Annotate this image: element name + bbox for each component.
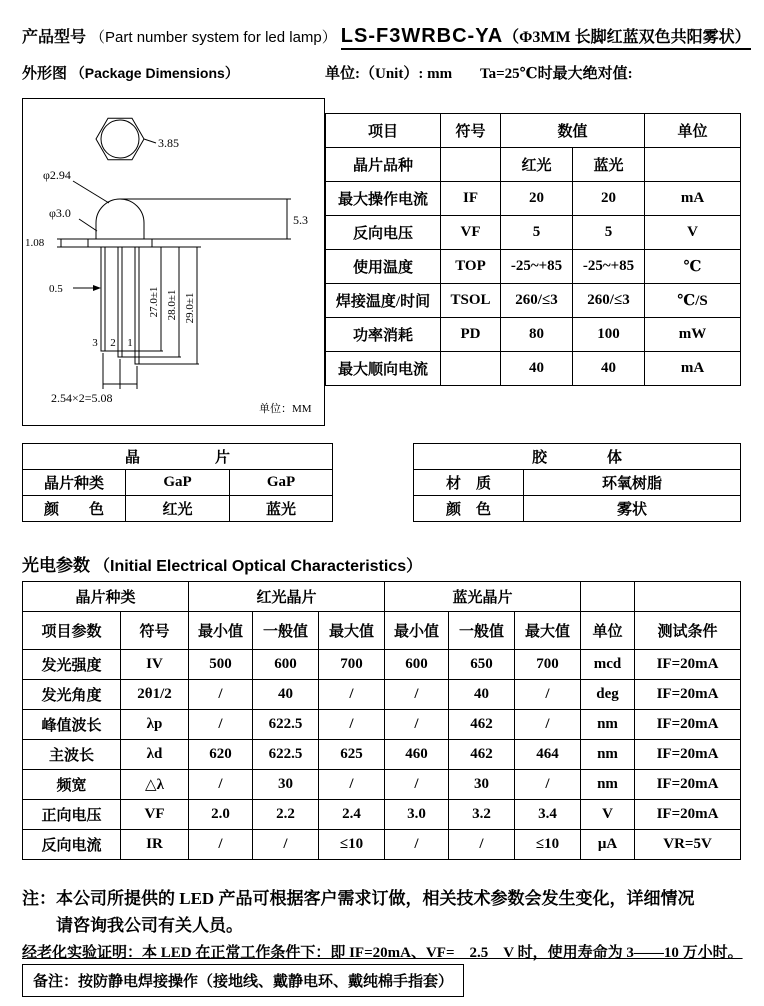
cell-item: 发光强度 xyxy=(23,650,121,680)
cell-symbol: △λ xyxy=(121,770,189,800)
cell-red-min: 500 xyxy=(189,650,253,680)
cell-unit: nm xyxy=(581,770,635,800)
cell-red-typ: 600 xyxy=(253,650,319,680)
cell-red: 40 xyxy=(501,352,573,386)
cell-blue-typ: 650 xyxy=(449,650,515,680)
title-prefix: 产品型号 xyxy=(22,29,87,46)
cell-blue-min: / xyxy=(385,770,449,800)
led-dome xyxy=(96,199,144,223)
cell-blue-typ: 30 xyxy=(449,770,515,800)
cell-blue: 100 xyxy=(573,318,645,352)
note-line-1: 注：本公司所提供的 LED 产品可根据客户需求订做，相关技术参数会发生变化，详细情况 xyxy=(22,889,695,908)
part-description: （Φ3MM 长脚红蓝双色共阳雾状） xyxy=(503,29,751,46)
table-row xyxy=(23,740,741,770)
cell-red: 80 xyxy=(501,318,573,352)
cell-item: 正向电压 xyxy=(23,800,121,830)
dim-lead-length-mid: 28.0±1 xyxy=(166,289,178,321)
cell-blue-min: / xyxy=(385,710,449,740)
ratings-col-value: 数值 xyxy=(501,114,645,148)
cell-item: 主波长 xyxy=(23,740,121,770)
optical-col-min: 最小值 xyxy=(385,612,449,650)
table-row xyxy=(23,680,741,710)
cell-item: 使用温度 xyxy=(326,250,441,284)
cell-condition: IF=20mA xyxy=(635,740,741,770)
cell-red-typ: / xyxy=(253,830,319,860)
remark-box: 备注：按防静电焊接操作（接地线、戴静电环、戴纯棉手指套） xyxy=(22,964,464,997)
cell-unit: mcd xyxy=(581,650,635,680)
table-row xyxy=(23,496,333,522)
cell-blue-typ: 3.2 xyxy=(449,800,515,830)
cell-red-min: 620 xyxy=(189,740,253,770)
cell-value: 雾状 xyxy=(524,496,741,522)
table-row xyxy=(23,800,741,830)
lead-1 xyxy=(135,247,139,364)
cell-unit: mA xyxy=(645,352,741,386)
cell-red-max: 625 xyxy=(319,740,385,770)
cell-blue-max: / xyxy=(515,770,581,800)
cell-blue-max: / xyxy=(515,710,581,740)
chip-table xyxy=(22,443,333,522)
cell-red-min: / xyxy=(189,830,253,860)
led-flange xyxy=(88,239,152,247)
lead-2 xyxy=(118,247,122,357)
cell-unit: nm xyxy=(581,710,635,740)
cell-symbol: VF xyxy=(121,800,189,830)
cell-condition: IF=20mA xyxy=(635,680,741,710)
pin-3-label: 3 xyxy=(92,337,98,349)
dim-dome-height: 5.3 xyxy=(293,213,308,227)
optical-heading-cjk: 光电参数 xyxy=(22,556,90,575)
cell-red: 红光 xyxy=(501,148,573,182)
cell-symbol: IF xyxy=(441,182,501,216)
cell-red-max: / xyxy=(319,680,385,710)
cell-blue-max: ≤10 xyxy=(515,830,581,860)
table-header-row xyxy=(23,444,333,470)
cell-red-chip: GaP xyxy=(126,470,230,496)
dim-dome-dia: φ2.94 xyxy=(43,168,71,182)
cell-symbol: VF xyxy=(441,216,501,250)
optical-col-typ: 一般值 xyxy=(253,612,319,650)
cell-blue-chip: GaP xyxy=(230,470,333,496)
table-row xyxy=(414,496,741,522)
table-row xyxy=(23,470,333,496)
table-row xyxy=(326,182,741,216)
cell-symbol: λd xyxy=(121,740,189,770)
cell-unit: V xyxy=(645,216,741,250)
cell-condition: VR=5V xyxy=(635,830,741,860)
title-en: （Part number system for led lamp） xyxy=(90,29,337,46)
table-row xyxy=(326,318,741,352)
cell-blue: 蓝光 xyxy=(573,148,645,182)
cell-red-max: / xyxy=(319,770,385,800)
note-line-2: 请咨询我公司有关人员。 xyxy=(56,916,243,935)
cell-red-max: 2.4 xyxy=(319,800,385,830)
cell-unit: μA xyxy=(581,830,635,860)
encap-table-title: 胶 体 xyxy=(414,444,741,470)
cell-blue-max: 700 xyxy=(515,650,581,680)
cell-symbol xyxy=(441,148,501,182)
pin-1-label: 1 xyxy=(127,337,133,349)
cell-unit: nm xyxy=(581,740,635,770)
cell-blue-max: / xyxy=(515,680,581,710)
ratings-col-unit: 单位 xyxy=(645,114,741,148)
cell-condition: IF=20mA xyxy=(635,770,741,800)
group-blank-condition xyxy=(635,582,741,612)
ta-max-label: Ta=25℃时最大绝对值: xyxy=(480,66,633,82)
cell-symbol: λp xyxy=(121,710,189,740)
cell-symbol: IV xyxy=(121,650,189,680)
cell-red-max: ≤10 xyxy=(319,830,385,860)
cell-unit: V xyxy=(581,800,635,830)
cell-unit: ℃/S xyxy=(645,284,741,318)
optical-col-symbol: 符号 xyxy=(121,612,189,650)
cell-red-typ: 2.2 xyxy=(253,800,319,830)
cell-item: 最大顺向电流 xyxy=(326,352,441,386)
led-dimension-drawing xyxy=(23,99,324,425)
table-group-header-row xyxy=(23,582,741,612)
table-row xyxy=(23,830,741,860)
cell-red: 260/≤3 xyxy=(501,284,573,318)
group-blank-unit xyxy=(581,582,635,612)
dim-flange-height: 1.08 xyxy=(25,237,45,249)
cell-blue-max: 3.4 xyxy=(515,800,581,830)
cell-blue: -25~+85 xyxy=(573,250,645,284)
package-label-cjk: 外形图 xyxy=(22,66,68,82)
cell-red-min: / xyxy=(189,680,253,710)
cell-blue-typ: 40 xyxy=(449,680,515,710)
cell-item: 频宽 xyxy=(23,770,121,800)
cell-red-typ: 622.5 xyxy=(253,710,319,740)
cell-red-typ: 40 xyxy=(253,680,319,710)
cell-unit: ℃ xyxy=(645,250,741,284)
group-blue-chip: 蓝光晶片 xyxy=(385,582,581,612)
cell-symbol: IR xyxy=(121,830,189,860)
optical-col-max: 最大值 xyxy=(319,612,385,650)
optical-col-max: 最大值 xyxy=(515,612,581,650)
cell-item: 焊接温度/时间 xyxy=(326,284,441,318)
cell-red-typ: 30 xyxy=(253,770,319,800)
optical-col-condition: 测试条件 xyxy=(635,612,741,650)
aging-test-note: 经老化实验证明：本 LED 在正常工作条件下：即 IF=20mA、VF= 2.5 V 时，使用寿命为 3——10 万小时。 xyxy=(22,945,743,961)
group-red-chip: 红光晶片 xyxy=(189,582,385,612)
package-drawing xyxy=(22,98,325,426)
cell-item: 反向电压 xyxy=(326,216,441,250)
dim-body-dia: φ3.0 xyxy=(49,206,71,220)
optical-col-typ: 一般值 xyxy=(449,612,515,650)
table-row xyxy=(326,216,741,250)
pin-2-label: 2 xyxy=(110,337,116,349)
cell-unit: mA xyxy=(645,182,741,216)
optical-col-min: 最小值 xyxy=(189,612,253,650)
cell-symbol: 2θ1/2 xyxy=(121,680,189,710)
ratings-col-item: 项目 xyxy=(326,114,441,148)
encapsulation-table xyxy=(413,443,741,522)
cell-item: 功率消耗 xyxy=(326,318,441,352)
cell-red-typ: 622.5 xyxy=(253,740,319,770)
cell-blue: 20 xyxy=(573,182,645,216)
dim-lead-length-long: 29.0±1 xyxy=(184,292,196,324)
cell-blue-max: 464 xyxy=(515,740,581,770)
cell-label: 材 质 xyxy=(414,470,524,496)
table-row xyxy=(326,352,741,386)
optical-heading-en: （Initial Electrical Optical Characteristics） xyxy=(94,558,423,575)
table-row xyxy=(23,710,741,740)
cell-label: 颜 色 xyxy=(414,496,524,522)
table-row xyxy=(23,650,741,680)
cell-item: 峰值波长 xyxy=(23,710,121,740)
lens-circle-top-view xyxy=(101,120,139,158)
cell-symbol: PD xyxy=(441,318,501,352)
optical-section-heading xyxy=(22,551,422,576)
table-row xyxy=(414,470,741,496)
document-title xyxy=(22,24,751,48)
cell-blue: 5 xyxy=(573,216,645,250)
cell-value: 环氧树脂 xyxy=(524,470,741,496)
table-row xyxy=(326,284,741,318)
subheader xyxy=(22,62,746,84)
cell-blue-min: 3.0 xyxy=(385,800,449,830)
cell-symbol: TSOL xyxy=(441,284,501,318)
cell-blue-typ: 462 xyxy=(449,740,515,770)
cell-item: 晶片品种 xyxy=(326,148,441,182)
table-header-row xyxy=(23,612,741,650)
cell-blue: 40 xyxy=(573,352,645,386)
package-label-en: （Package Dimensions） xyxy=(70,65,239,81)
max-ratings-table xyxy=(325,113,741,386)
cell-condition: IF=20mA xyxy=(635,800,741,830)
cell-red-max: 700 xyxy=(319,650,385,680)
dim-lead-width: 0.5 xyxy=(49,283,63,295)
table-header-row xyxy=(326,114,741,148)
part-number: LS-F3WRBC-YA xyxy=(340,25,504,47)
optical-col-item: 项目参数 xyxy=(23,612,121,650)
cell-red: -25~+85 xyxy=(501,250,573,284)
cell-label: 晶片种类 xyxy=(23,470,126,496)
cell-unit: mW xyxy=(645,318,741,352)
cell-item: 发光角度 xyxy=(23,680,121,710)
cell-symbol: TOP xyxy=(441,250,501,284)
cell-red-max: / xyxy=(319,710,385,740)
cell-red: 5 xyxy=(501,216,573,250)
table-row xyxy=(326,148,741,182)
cell-red: 20 xyxy=(501,182,573,216)
cell-blue-min: / xyxy=(385,830,449,860)
cell-label: 颜 色 xyxy=(23,496,126,522)
cell-unit xyxy=(645,148,741,182)
cell-red-chip: 红光 xyxy=(126,496,230,522)
unit-label: 单位:（Unit）: mm xyxy=(325,66,453,82)
cell-item: 反向电流 xyxy=(23,830,121,860)
cell-red-min: / xyxy=(189,770,253,800)
lead-3 xyxy=(101,247,105,351)
part-number-group xyxy=(340,25,751,50)
optical-col-unit: 单位 xyxy=(581,612,635,650)
cell-blue-chip: 蓝光 xyxy=(230,496,333,522)
optical-characteristics-table xyxy=(22,581,741,860)
cell-red-min: / xyxy=(189,710,253,740)
cell-blue-typ: / xyxy=(449,830,515,860)
hexagon-top-view xyxy=(96,118,144,160)
ratings-col-symbol: 符号 xyxy=(441,114,501,148)
table-row xyxy=(23,770,741,800)
dim-hex-width: 3.85 xyxy=(158,136,179,150)
cell-unit: deg xyxy=(581,680,635,710)
cell-condition: IF=20mA xyxy=(635,650,741,680)
cell-symbol xyxy=(441,352,501,386)
cell-blue-typ: 462 xyxy=(449,710,515,740)
group-chip-type: 晶片种类 xyxy=(23,582,189,612)
dim-lead-length-short: 27.0±1 xyxy=(148,286,160,318)
dim-lead-pitch: 2.54×2=5.08 xyxy=(51,391,113,405)
cell-blue-min: / xyxy=(385,680,449,710)
chip-table-title: 晶 片 xyxy=(23,444,333,470)
cell-condition: IF=20mA xyxy=(635,710,741,740)
cell-blue: 260/≤3 xyxy=(573,284,645,318)
drawing-unit-note: 单位：MM xyxy=(259,403,312,415)
table-header-row xyxy=(414,444,741,470)
cell-blue-min: 460 xyxy=(385,740,449,770)
cell-blue-min: 600 xyxy=(385,650,449,680)
package-dimensions-label xyxy=(22,62,239,83)
cell-item: 最大操作电流 xyxy=(326,182,441,216)
table-row xyxy=(326,250,741,284)
cell-red-min: 2.0 xyxy=(189,800,253,830)
